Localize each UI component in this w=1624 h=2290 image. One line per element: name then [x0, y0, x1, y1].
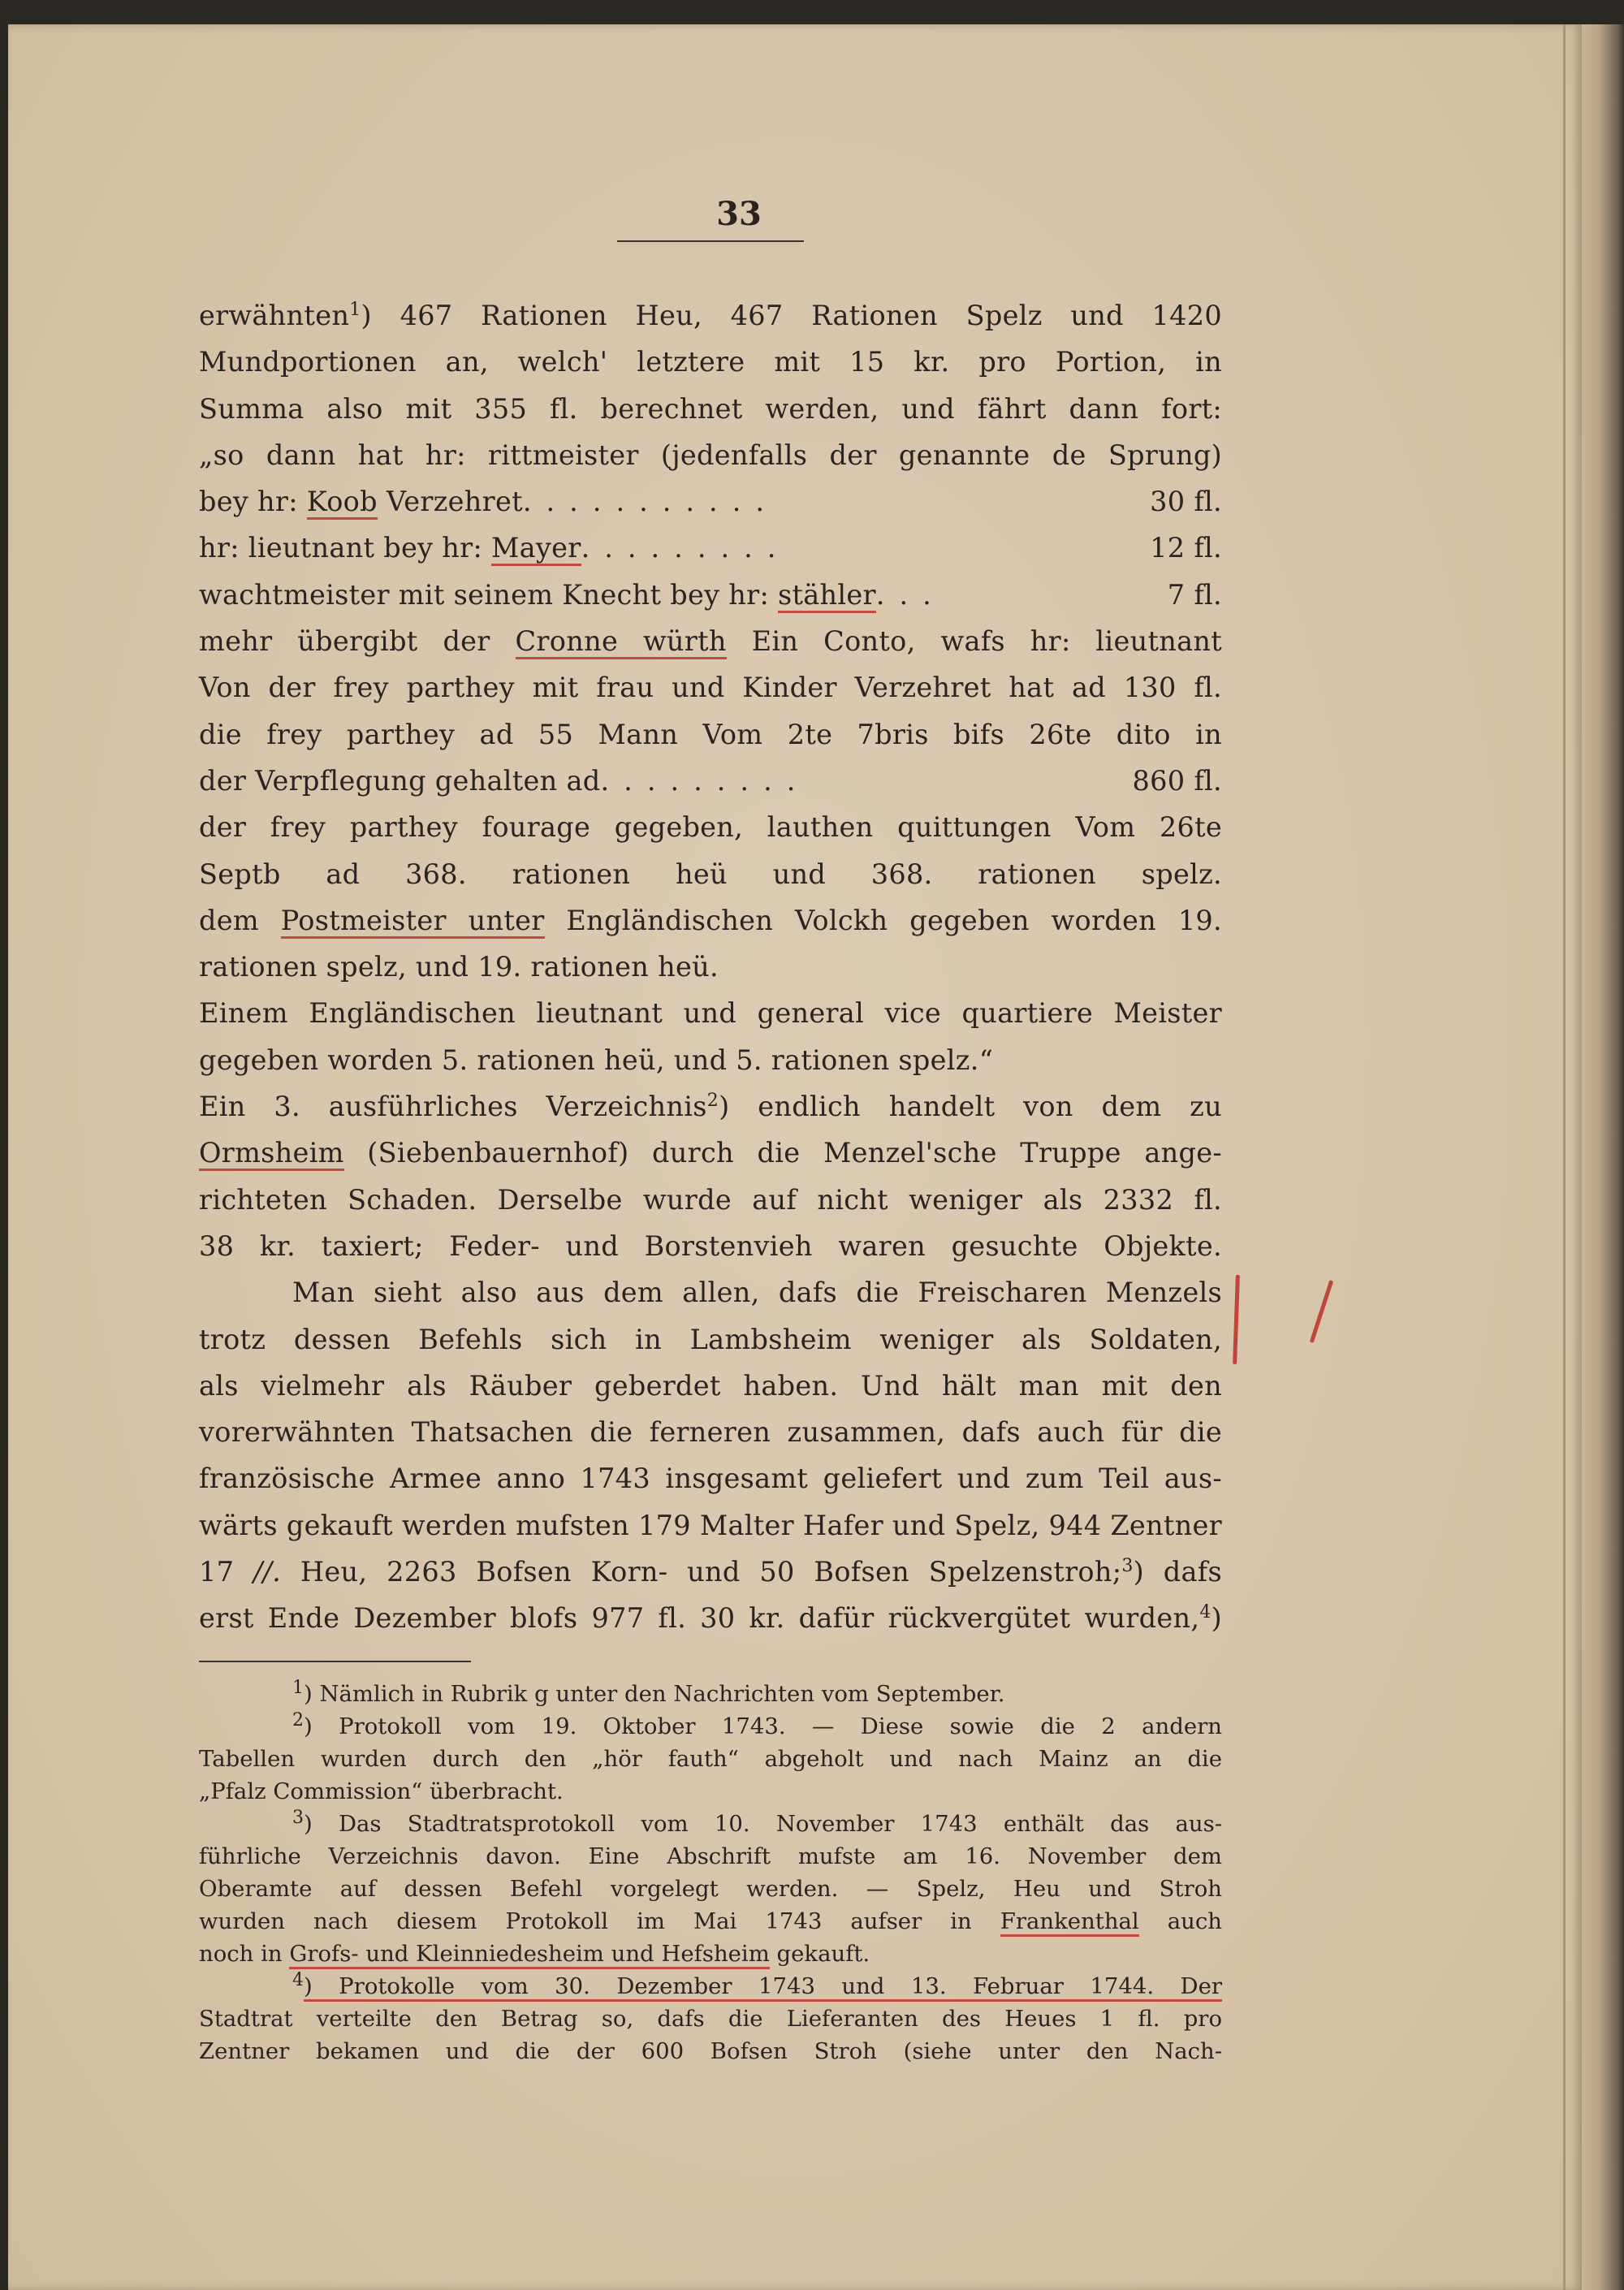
footnote-1: $^1$) Nämlich in Rubrik g unter den Nachrichten vom September. — [292, 1677, 1005, 1707]
ledger-line — [199, 478, 1222, 525]
ledger-amount: 12 fl. — [1150, 532, 1222, 564]
footnote-line: Zentner bekamen und die der 600 Bofsen Stroh (siehe unter den Nach- — [199, 2038, 1222, 2064]
ledger-entry: der Verpflegung gehalten ad — [199, 764, 601, 797]
ledger-entry: hr: lieutnant bey hr: Mayer — [199, 525, 581, 571]
text-line: „so dann hat hr: rittmeister (jedenfalls der genannte de Sprung) — [199, 439, 1222, 471]
text-line: dem Postmeister unter Engländischen Volckh gegeben worden 19. — [199, 897, 1222, 944]
footnote-line: Oberamte auf dessen Befehl vorgelegt werden. — Spelz, Heu und Stroh — [199, 1876, 1222, 1902]
page-edge — [1582, 24, 1624, 2290]
text-line: Von der frey parthey mit frau und Kinder Verzehret hat ad 130 fl. — [199, 672, 1222, 704]
footnote-line: wurden nach diesem Protokoll im Mai 1743 aufser in Frankenthal auch — [199, 1905, 1222, 1938]
footnote-4: $^4$) Protokolle vom 30. Dezember 1743 und 13. Februar 1744. Der — [199, 1970, 1222, 2003]
footnote-line: führliche Verzeichnis davon. Eine Abschrift mufste am 16. November dem — [199, 1843, 1222, 1869]
ledger-line — [199, 572, 1222, 618]
text-line: Septb ad 368. rationen heü und 368. rationen spelz. — [199, 858, 1222, 890]
page-number: 33 — [716, 195, 762, 233]
text-line: Einem Engländischen lieutnant und general vice quartiere Meister — [199, 997, 1222, 1030]
ledger-amount: 30 fl. — [1150, 486, 1222, 518]
footnote-rule — [199, 1661, 471, 1662]
scan-background — [0, 0, 1624, 24]
footnotes — [199, 1678, 1222, 2067]
ledger-amount: 7 fl. — [1167, 578, 1222, 611]
text-line: erwähnten$^1$) 467 Rationen Heu, 467 Rationen Spelz und 1420 — [199, 299, 1222, 331]
text-line: Man sieht also aus dem allen, dafs die Freischaren Menzels — [292, 1277, 1222, 1309]
text-line: Ein 3. ausführliches Verzeichnis$^2$) endlich handelt von dem zu — [199, 1090, 1222, 1123]
footnote-line: noch in Grofs- und Kleinniedesheim und Hefsheim gekauft. — [199, 1938, 1222, 1970]
text-line: rationen spelz, und 19. rationen heü. — [199, 951, 719, 983]
text-line: gegeben worden 5. rationen heü, und 5. rationen spelz.“ — [199, 1043, 994, 1076]
text-line: 38 kr. taxiert; Feder- und Borstenvieh waren gesuchte Objekte. — [199, 1229, 1222, 1262]
leader-dots: ... — [875, 578, 946, 611]
text-line: trotz dessen Befehls sich in Lambsheim weniger als Soldaten, — [199, 1323, 1222, 1355]
footnote-3: $^3$) Das Stadtratsprotokoll vom 10. November 1743 enthält das aus- — [292, 1807, 1222, 1837]
leader-dots: ......... — [581, 532, 791, 564]
text-line: richteten Schaden. Derselbe wurde auf nicht weniger als 2332 fl. — [199, 1183, 1222, 1216]
footnote-line: „Pfalz Commission“ überbracht. — [199, 1778, 564, 1804]
text-line: mehr übergibt der Cronne würth Ein Conto, wafs hr: lieutnant — [199, 618, 1222, 664]
ledger-amount: 860 fl. — [1132, 764, 1222, 797]
text-line: Mundportionen an, welch' letztere mit 15 kr. pro Portion, in — [199, 346, 1222, 378]
ledger-entry: wachtmeister mit seinem Knecht bey hr: stähler — [199, 572, 876, 618]
footnote-line: Tabellen wurden durch den „hör fauth“ abgeholt und nach Mainz an die — [199, 1746, 1222, 1772]
ledger-line — [199, 525, 1222, 571]
leader-dots: ........... — [522, 486, 779, 518]
text-line: Summa also mit 355 fl. berechnet werden, und fährt dann fort: — [199, 392, 1222, 425]
text-line: französische Armee anno 1743 insgesamt geliefert und zum Teil aus- — [199, 1463, 1222, 1495]
footnote-2: $^2$) Protokoll vom 19. Oktober 1743. — Diese sowie die 2 andern — [292, 1709, 1222, 1739]
leader-dots: ......... — [600, 764, 810, 797]
text-line: als vielmehr als Räuber geberdet haben. Und hält man mit den — [199, 1369, 1222, 1402]
ledger-line — [199, 758, 1222, 804]
text-line: erst Ende Dezember blofs 977 fl. 30 kr. dafür rückvergütet wurden,$^4$) — [199, 1602, 1222, 1635]
handwritten-mark: //. — [253, 1556, 282, 1588]
text-line: der frey parthey fourage gegeben, lauthen quittungen Vom 26te — [199, 811, 1222, 844]
text-line: vorerwähnten Thatsachen die ferneren zusammen, dafs auch für die — [199, 1416, 1222, 1449]
page-number-rule — [617, 240, 804, 242]
footnote-line: Stadtrat verteilte den Betrag so, dafs die Lieferanten des Heues 1 fl. pro — [199, 2006, 1222, 2032]
body-text — [199, 292, 1222, 1642]
text-line: wärts gekauft werden mufsten 179 Malter Hafer und Spelz, 944 Zentner — [199, 1509, 1222, 1541]
text-line: Ormsheim (Siebenbauernhof) durch die Menzel'sche Truppe ange- — [199, 1130, 1222, 1176]
page-edge-line — [1563, 24, 1566, 2290]
text-line: die frey parthey ad 55 Mann Vom 2te 7bris bifs 26te dito in — [199, 718, 1222, 750]
text-line: 17 //. Heu, 2263 Bofsen Korn- und 50 Bofsen Spelzenstroh;$^3$) dafs — [199, 1555, 1222, 1588]
ledger-entry: bey hr: Koob Verzehret — [199, 478, 523, 525]
